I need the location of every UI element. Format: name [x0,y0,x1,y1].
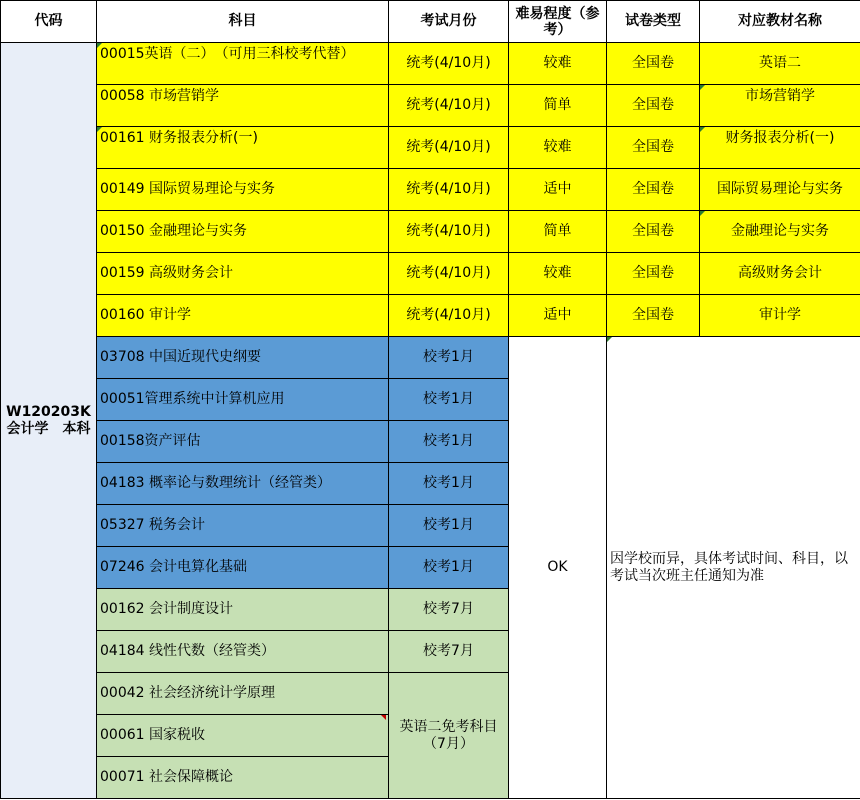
program-code-cell[interactable]: W120203K 会计学 本科 [1,43,97,799]
month-cell[interactable]: 校考1月 [389,337,509,379]
table-row [1,253,860,295]
subject-cell[interactable]: 00058 市场营销学 [97,85,389,127]
header-difficulty[interactable]: 难易程度（参考） [509,1,607,43]
month-cell[interactable]: 统考(4/10月) [389,43,509,85]
month-cell[interactable]: 校考1月 [389,379,509,421]
table-row [1,337,860,379]
table-row [1,85,860,127]
subject-cell[interactable]: 04184 线性代数（经管类） [97,631,389,673]
subject-cell[interactable]: 00149 国际贸易理论与实务 [97,169,389,211]
textbook-cell[interactable]: 高级财务会计 [700,253,860,295]
month-cell[interactable]: 统考(4/10月) [389,85,509,127]
difficulty-cell[interactable]: 适中 [509,295,607,337]
textbook-cell[interactable]: 财务报表分析(一) [700,127,860,169]
difficulty-cell[interactable]: 简单 [509,211,607,253]
textbook-cell[interactable]: 英语二 [700,43,860,85]
subject-cell[interactable]: 05327 税务会计 [97,505,389,547]
table-row [1,169,860,211]
header-paper-type[interactable]: 试卷类型 [607,1,700,43]
subject-cell[interactable]: 00162 会计制度设计 [97,589,389,631]
subject-cell[interactable]: 00061 国家税收 [97,715,389,757]
cell-comment-indicator [700,85,705,90]
cell-comment-indicator [381,715,386,720]
paper-type-cell[interactable]: 全国卷 [607,211,700,253]
cell-comment-indicator [700,211,705,216]
month-cell[interactable]: 统考(4/10月) [389,295,509,337]
header-textbook[interactable]: 对应教材名称 [700,1,860,43]
school-difficulty-cell[interactable]: OK [509,337,607,799]
paper-type-cell[interactable]: 全国卷 [607,253,700,295]
subject-cell[interactable]: 00158资产评估 [97,421,389,463]
header-month[interactable]: 考试月份 [389,1,509,43]
textbook-cell[interactable]: 审计学 [700,295,860,337]
textbook-cell[interactable]: 金融理论与实务 [700,211,860,253]
textbook-cell[interactable]: 国际贸易理论与实务 [700,169,860,211]
month-cell[interactable]: 统考(4/10月) [389,127,509,169]
month-cell[interactable]: 校考7月 [389,631,509,673]
table-row [1,211,860,253]
cell-comment-indicator [97,127,102,132]
subject-cell[interactable]: 00160 审计学 [97,295,389,337]
exempt-month-cell[interactable]: 英语二免考科目（7月） [389,673,509,799]
subject-cell[interactable]: 00159 高级财务会计 [97,253,389,295]
month-cell[interactable]: 统考(4/10月) [389,211,509,253]
paper-type-cell[interactable]: 全国卷 [607,85,700,127]
header-row [1,1,860,43]
subject-cell[interactable]: 00051管理系统中计算机应用 [97,379,389,421]
difficulty-cell[interactable]: 适中 [509,169,607,211]
paper-type-cell[interactable]: 全国卷 [607,43,700,85]
school-note-cell[interactable]: 因学校而异，具体考试时间、科目，以考试当次班主任通知为准 [607,337,860,799]
header-code[interactable]: 代码 [1,1,97,43]
subject-cell[interactable]: 07246 会计电算化基础 [97,547,389,589]
subject-cell[interactable]: 00071 社会保障概论 [97,757,389,799]
month-cell[interactable]: 校考1月 [389,463,509,505]
month-cell[interactable]: 校考1月 [389,421,509,463]
month-cell[interactable]: 统考(4/10月) [389,169,509,211]
month-cell[interactable]: 校考7月 [389,589,509,631]
textbook-cell[interactable]: 市场营销学 [700,85,860,127]
month-cell[interactable]: 校考1月 [389,505,509,547]
difficulty-cell[interactable]: 较难 [509,43,607,85]
header-subject[interactable]: 科目 [97,1,389,43]
paper-type-cell[interactable]: 全国卷 [607,169,700,211]
subject-cell[interactable]: 04183 概率论与数理统计（经管类） [97,463,389,505]
month-cell[interactable]: 统考(4/10月) [389,253,509,295]
paper-type-cell[interactable]: 全国卷 [607,127,700,169]
difficulty-cell[interactable]: 较难 [509,127,607,169]
difficulty-cell[interactable]: 简单 [509,85,607,127]
table-row [1,295,860,337]
paper-type-cell[interactable]: 全国卷 [607,295,700,337]
cell-comment-indicator [97,43,102,48]
cell-comment-indicator [607,337,612,342]
difficulty-cell[interactable]: 较难 [509,253,607,295]
subject-cell[interactable]: 00161 财务报表分析(一) [97,127,389,169]
subject-cell[interactable]: 00042 社会经济统计学原理 [97,673,389,715]
subject-cell[interactable]: 03708 中国近现代史纲要 [97,337,389,379]
cell-comment-indicator [700,127,705,132]
subject-cell[interactable]: 00015英语（二） （可用三科校考代替） [97,43,389,85]
subject-cell[interactable]: 00150 金融理论与实务 [97,211,389,253]
month-cell[interactable]: 校考1月 [389,547,509,589]
table-row [1,43,860,85]
table-row [1,127,860,169]
